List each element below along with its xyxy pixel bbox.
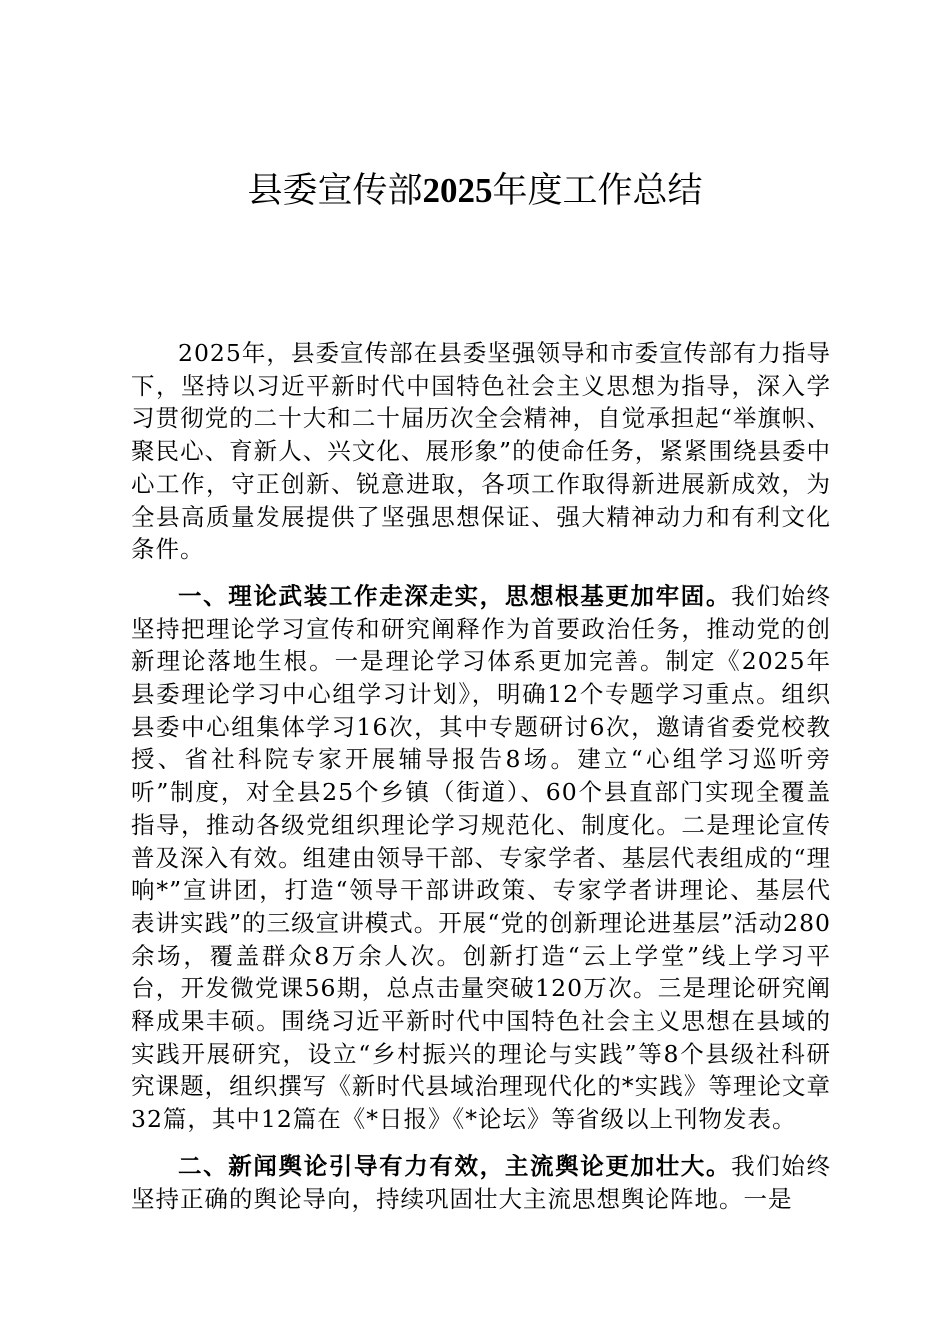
paragraph-section-1: [131, 580, 831, 1136]
paragraph-intro: [131, 337, 831, 566]
paragraph-section-2: [131, 1150, 831, 1215]
paragraph-text: 我们始终坚持正确的舆论导向，持续巩固壮大主流思想舆论阵地。一是: [131, 1151, 832, 1213]
document-body: [131, 337, 831, 1229]
paragraph-text: 2025年，县委宣传部在县委坚强领导和市委宣传部有力指导下，坚持以习近平新时代中国特色社会主义思想为指导，深入学习贯彻党的二十大和二十届历次全会精神，自觉承担起“举旗帜、聚民心、育新人、兴文化、展形象”的使命任务，紧紧围绕县委中心工作，守正创新、锐意进取，各项工作取得新进展新成效，为全县高质量发展提供了坚强思想保证、强大精神动力和有利文化条件。: [131, 339, 831, 564]
paragraph-text: 我们始终坚持把理论学习宣传和研究阐释作为首要政治任务，推动党的创新理论落地生根。一是理论学习体系更加完善。制定《2025年县委理论学习中心组学习计划》，明确12个专题学习重点。组织县委中心组集体学习16次，其中专题研讨6次，邀请省委党校教授、省社科院专家开展辅导报告8场。建立“心组学习巡听旁听”制度，对全县25个乡镇（街道）、60个县直部门实现全覆盖指导，推动各级党组织理论学习规范化、制度化。二是理论宣传普及深入有效。组建由领导干部、专家学者、基层代表组成的“理响*”宣讲团，打造“领导干部讲政策、专家学者讲理论、基层代表讲实践”的三级宣讲模式。开展“党的创新理论进基层”活动280余场，覆盖群众8万余人次。创新打造“云上学堂”线上学习平台，开发微党课56期，总点击量突破120万次。三是理论研究阐释成果丰硕。围绕习近平新时代中国特色社会主义思想在县域的实践开展研究，设立“乡村振兴的理论与实践”等8个县级社科研究课题，组织撰写《新时代县域治理现代化的*实践》等理论文章32篇，其中12篇在《*日报》《*论坛》等省级以上刊物发表。: [131, 581, 832, 1134]
document-title: [0, 166, 950, 216]
title-prefix: 县委宣传部: [247, 171, 423, 211]
title-suffix: 年度工作总结: [492, 171, 703, 211]
section-heading: 一、理论武装工作走深走实，思想根基更加牢固。: [178, 581, 732, 610]
section-heading: 二、新闻舆论引导有力有效，主流舆论更加壮大。: [178, 1151, 732, 1180]
title-year: 2025: [422, 171, 493, 210]
